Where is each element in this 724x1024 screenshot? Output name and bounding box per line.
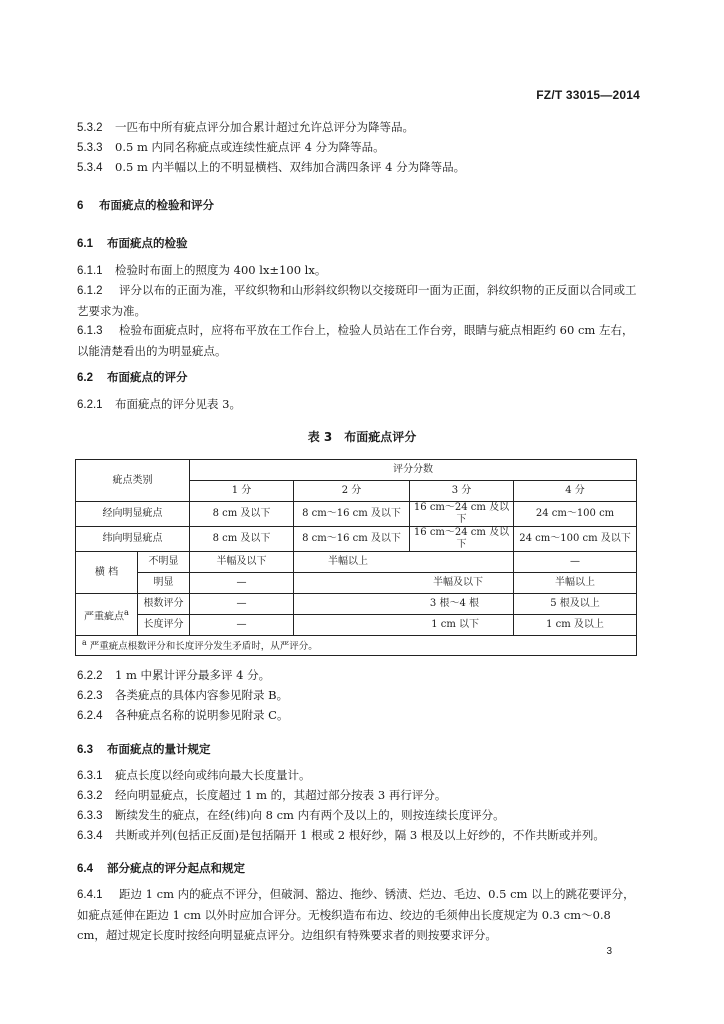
table-row	[76, 615, 637, 636]
header-score-4: 4 分	[514, 481, 637, 502]
table-cell: 1 cm 及以上	[514, 615, 637, 636]
table-cell: 24 cm～100 cm	[514, 502, 637, 527]
table-cell: —	[190, 615, 294, 636]
table-footnote: $^a$ 严重疵点根数评分和长度评分发生矛盾时，从严评分。	[76, 636, 637, 656]
clause-6-4-1: 6.4.1 距边 1 cm 内的疵点不评分，但破洞、豁边、拖纱、锈渍、烂边、毛边、0.5 cm 以上的跳花要评分，如疵点延伸在距边 1 cm 以外时应加合评分。无梭织造布布边、绞边的毛须伸出长度规定为 0.3 cm～0.8 cm，超过规定长度时按经向明显疵点评分。边组织有特殊要求者的则按要求评分。	[77, 887, 635, 942]
clause-6-1-3: 6.1.3 检验布面疵点时，应将布平放在工作台上，检验人员站在工作台旁，眼睛与疵点相距约 60 cm 左右，以能清楚看出的为明显疵点。	[77, 323, 634, 358]
row-label-severe: 严重疵点$^a$	[76, 594, 138, 636]
header-score-1: 1 分	[190, 481, 294, 502]
table-cell: 半幅及以下	[190, 552, 294, 573]
header-score: 评分分数	[190, 460, 637, 481]
table-cell: —	[190, 594, 294, 615]
sub-label-length: 长度评分	[138, 615, 190, 636]
clause-6-3-3: 6.3.3 断续发生的疵点，在经(纬)向 8 cm 内有两个及以上的，则按连续长度评分。	[77, 808, 505, 822]
table-cell: 半幅以上	[514, 573, 637, 594]
header-score-2: 2 分	[294, 481, 410, 502]
clause-5-3-2: 5.3.2 一匹布中所有疵点评分加合累计超过允许总评分为降等品。	[77, 120, 414, 134]
clause-6-1-1: 6.1.1 检验时布面上的照度为 400 lx±100 lx。	[77, 263, 327, 277]
sub-label-clear: 明显	[138, 573, 190, 594]
clause-6-2-4: 6.2.4 各种疵点名称的说明参见附录 C。	[77, 708, 289, 722]
table-cell: 8 cm～16 cm 及以下	[294, 527, 410, 552]
clause-6-3-4: 6.3.4 共断或并列(包括正反面)是包括隔开 1 根或 2 根好纱，隔 3 根及以上好纱的，不作共断或并列。	[77, 828, 605, 842]
table-cell: 半幅以上	[294, 552, 514, 573]
table-cell: 16 cm～24 cm 及以下	[410, 502, 514, 527]
table-row	[76, 552, 637, 573]
clause-6-2-1: 6.2.1 布面疵点的评分见表 3。	[77, 397, 241, 411]
table-cell: —	[514, 552, 637, 573]
sub-label-count: 根数评分	[138, 594, 190, 615]
clause-5-3-3: 5.3.3 0.5 m 内同名称疵点或连续性疵点评 4 分为降等品。	[77, 140, 385, 154]
table-cell: —	[190, 573, 294, 594]
section-6-1-heading: 6.1 布面疵点的检验	[77, 236, 188, 250]
standard-number: FZ/T 33015—2014	[536, 88, 640, 102]
table-cell: 24 cm～100 cm 及以下	[514, 527, 637, 552]
table-cell: 半幅及以下	[294, 573, 514, 594]
clause-5-3-4: 5.3.4 0.5 m 内半幅以上的不明显横档、双纬加合满四条评 4 分为降等品。	[77, 160, 466, 174]
table-footnote-row	[76, 636, 637, 656]
table-cell: 3 根～4 根	[294, 594, 514, 615]
row-label-weft: 纬向明显疵点	[76, 527, 190, 552]
clause-6-2-3: 6.2.3 各类疵点的具体内容参见附录 B。	[77, 688, 289, 702]
table-row	[76, 502, 637, 527]
table-cell: 16 cm～24 cm 及以下	[410, 527, 514, 552]
table-row	[76, 594, 637, 615]
table-cell: 1 cm 以下	[294, 615, 514, 636]
clause-6-1-2: 6.1.2 评分以布的正面为准，平纹织物和山形斜纹织物以交接斑印一面为正面，斜纹织物的正反面以合同或工艺要求为准。	[77, 283, 637, 318]
table-cell: 8 cm 及以下	[190, 502, 294, 527]
table-cell: 5 根及以上	[514, 594, 637, 615]
table-row	[76, 527, 637, 552]
clause-6-3-1: 6.3.1 疵点长度以经向或纬向最大长度量计。	[77, 768, 311, 782]
table-row	[76, 573, 637, 594]
section-6-3-heading: 6.3 布面疵点的量计规定	[77, 742, 211, 756]
row-label-hengdang: 横 档	[76, 552, 138, 594]
header-score-3: 3 分	[410, 481, 514, 502]
clause-6-2-2: 6.2.2 1 m 中累计评分最多评 4 分。	[77, 668, 271, 682]
header-category: 疵点类别	[76, 460, 190, 502]
section-6-heading: 6 布面疵点的检验和评分	[77, 198, 214, 212]
sub-label-unclear: 不明显	[138, 552, 190, 573]
section-6-4-heading: 6.4 部分疵点的评分起点和规定	[77, 861, 245, 875]
page-number: 3	[606, 946, 612, 957]
clause-6-3-2: 6.3.2 经向明显疵点，长度超过 1 m 的，其超过部分按表 3 再行评分。	[77, 788, 447, 802]
table-cell: 8 cm 及以下	[190, 527, 294, 552]
table-header-row	[76, 460, 637, 481]
section-6-2-heading: 6.2 布面疵点的评分	[77, 370, 188, 384]
table-cell: 8 cm～16 cm 及以下	[294, 502, 410, 527]
row-label-warp: 经向明显疵点	[76, 502, 190, 527]
table-3	[75, 459, 637, 656]
table-3-caption: 表 3 布面疵点评分	[307, 430, 417, 444]
